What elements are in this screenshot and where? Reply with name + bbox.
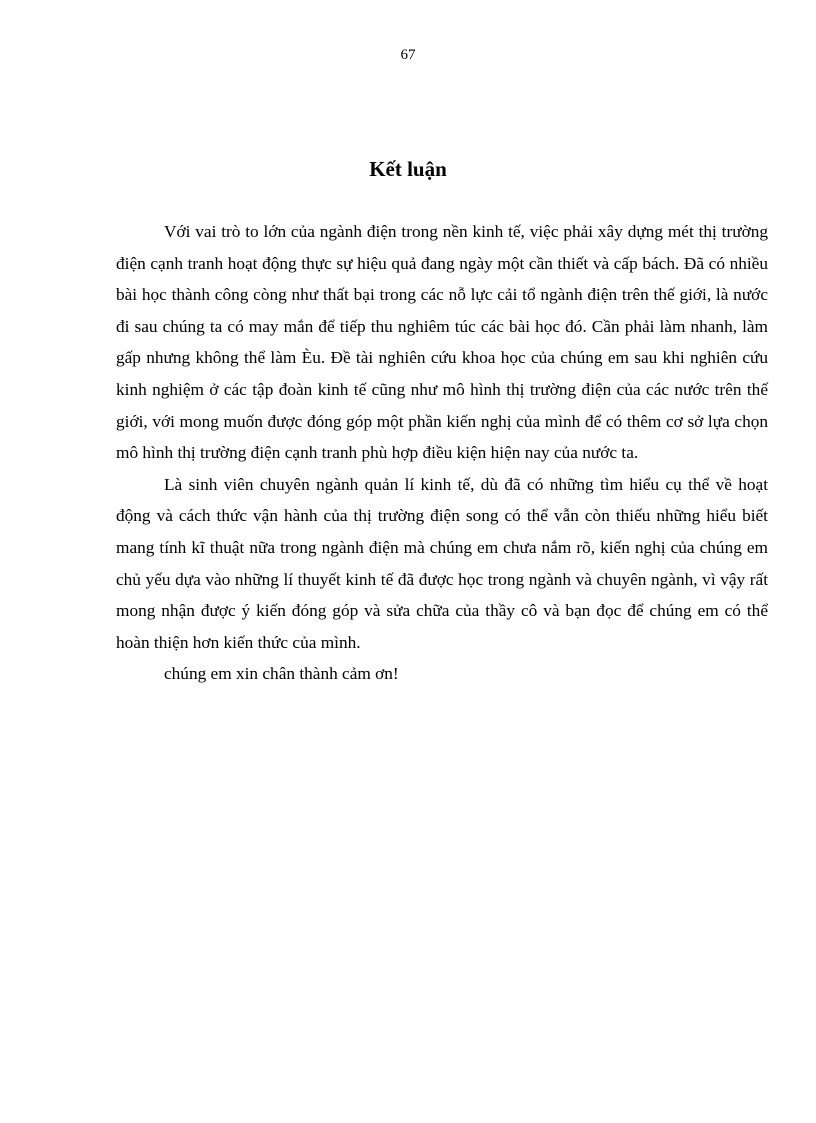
paragraph-student-note: Là sinh viên chuyên ngành quản lí kinh tế, dù đã có những tìm hiểu cụ thể về hoạt động và cách thức vận hành của thị trường điện song có thể vẫn còn thiếu những hiểu biết mang tính kĩ thuật nữa trong ngành điện mà chúng em chưa nắm rõ, kiến nghị của chúng em chủ yếu dựa vào những lí thuyết kinh tế đã được học trong ngành và chuyên ngành, vì vậy rất mong nhận được ý kiến đóng góp và sửa chữa của thầy cô và bạn đọc để chúng em có thể hoàn thiện hơn kiến thức của mình.: [116, 474, 768, 652]
paragraph-intro: Với vai trò to lớn của ngành điện trong nền kinh tế, việc phải xây dựng mét thị trường điện cạnh tranh hoạt động thực sự hiệu quả đang ngày một cần thiết và cấp bách. Đã có nhiều bài học thành công còng như thất bại trong các nỗ lực cải tổ ngành điện trên thế giới, là nước đi sau chúng ta có may mắn để tiếp thu nghiêm túc các bài học đó. Cần phải làm nhanh, làm gấp nhưng không thể làm Èu. Đề tài nghiên cứu khoa học của chúng em sau khi nghiên cứu kinh nghiệm ở các tập đoàn kinh tế cũng như mô hình thị trường điện của các nước trên thế giới, với mong muốn được đóng góp một phần kiến nghị của mình để có thêm cơ sở lựa chọn mô hình thị trường điện cạnh tranh phù hợp điều kiện hiện nay của nước ta.: [116, 222, 768, 463]
page-number: 67: [400, 47, 416, 63]
document-body: [116, 216, 768, 690]
closing-thanks: chúng em xin chân thành cảm ơn!: [164, 664, 399, 684]
section-title: Kết luận: [369, 157, 447, 181]
